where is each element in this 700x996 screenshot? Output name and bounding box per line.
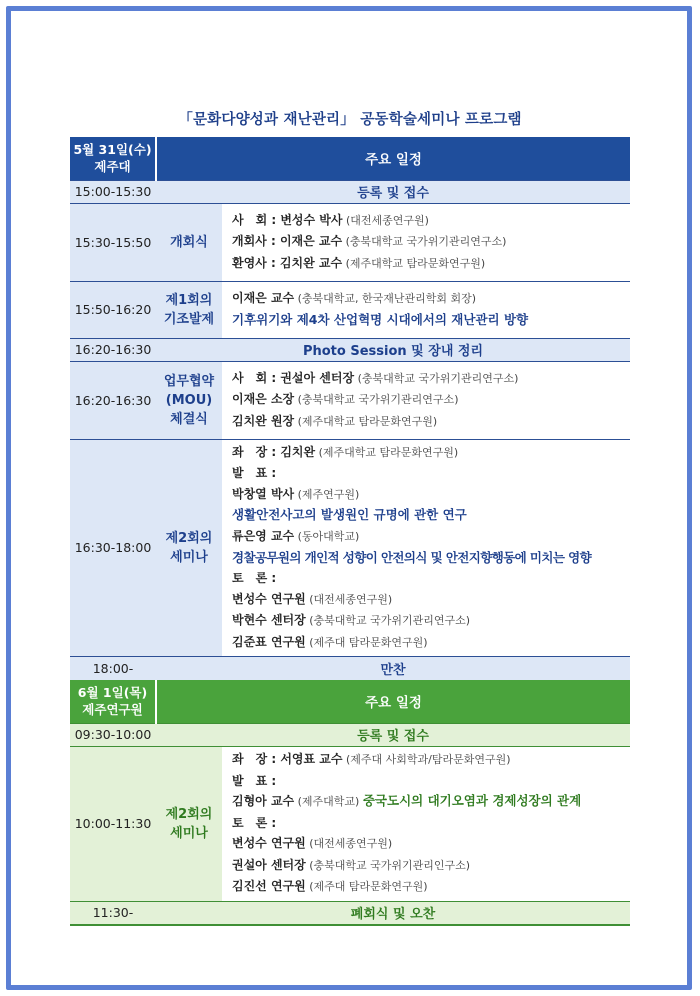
time-cell: 15:30-15:50	[70, 203, 156, 281]
day2-date-cell	[70, 680, 156, 723]
session-detail: 사 회 : 변성수 박사 (대전세종연구원) 개회사 : 이재은 교수 (충북대학교 국가위기관리연구소) 환영사 : 김치완 교수 (제주대학교 탐라문화연구원)	[222, 203, 630, 281]
table-row	[70, 901, 630, 925]
event-cell: 등록 및 접수	[156, 723, 630, 746]
event-cell: Photo Session 및 장내 정리	[156, 338, 630, 361]
time-cell: 09:30-10:00	[70, 723, 156, 746]
event-cell: 등록 및 접수	[156, 180, 630, 203]
event-cell: 만찬	[156, 656, 630, 680]
day2-date: 6월 1일(목)	[77, 685, 148, 701]
day2-header-row	[70, 680, 630, 723]
table-row	[70, 439, 630, 656]
page-title: 「문화다양성과 재난관리」 공동학술세미나 프로그램	[178, 112, 522, 128]
time-cell: 18:00-	[70, 656, 156, 680]
session-label: 제1회의 기조발제	[156, 281, 222, 338]
time-cell: 15:00-15:30	[70, 180, 156, 203]
session-detail: 이재은 교수 (충북대학교, 한국재난관리학회 회장) 기후위기와 제4차 산업혁명 시대에서의 재난관리 방향	[222, 281, 630, 338]
session-detail: 좌 장 : 김치완 (제주대학교 탐라문화연구원) 발 표 : 박창열 박사 (제주연구원) 생활안전사고의 발생원인 규명에 관한 연구 류은영 교수 (동아대학교) 경찰공무원의 개인적 성향이 안전의식 및 안전지향행동에 미치는 영향 토 론 : 변성수 연구원 (대전세종연구원) 박현수 센터장 (충북대학교 국가위기관리연구소) 김준표 연구원 (제주대 탐라문화연구원)	[222, 439, 630, 656]
table-row	[70, 281, 630, 338]
program-table	[70, 137, 630, 926]
day2-venue: 제주연구원	[82, 702, 143, 718]
presentation-topic: 경찰공무원의 개인적 성향이 안전의식 및 안전지향행동에 미치는 영향	[232, 549, 592, 565]
presentation-topic: 생활안전사고의 발생원인 규명에 관한 연구	[232, 507, 467, 523]
time-cell: 10:00-11:30	[70, 746, 156, 901]
table-row	[70, 723, 630, 746]
day1-date: 5월 31일(수)	[73, 142, 152, 158]
table-row	[70, 746, 630, 901]
time-cell: 16:20-16:30	[70, 361, 156, 439]
table-row	[70, 656, 630, 680]
time-cell: 11:30-	[70, 901, 156, 925]
table-row	[70, 203, 630, 281]
time-cell: 16:20-16:30	[70, 338, 156, 361]
day1-header-label: 주요 일정	[156, 137, 630, 180]
day1-header-row	[70, 137, 630, 180]
session-label: 업무협약 (MOU) 체결식	[156, 361, 222, 439]
session-label: 제2회의 세미나	[156, 746, 222, 901]
event-cell: 폐회식 및 오찬	[156, 901, 630, 925]
time-cell: 16:30-18:00	[70, 439, 156, 656]
keynote-topic: 기후위기와 제4차 산업혁명 시대에서의 재난관리 방향	[232, 312, 529, 327]
session-detail: 좌 장 : 서영표 교수 (제주대 사회학과/탐라문화연구원) 발 표 : 김형아 교수 (제주대학교) 중국도시의 대기오염과 경제성장의 관계 토 론 : 변성수 연구원 (대전세종연구원) 권설아 센터장 (충북대학교 국가위기관리인구소) 김진선 연구원 (제주대 탐라문화연구원)	[222, 746, 630, 901]
day1-date-cell	[70, 137, 156, 180]
table-row	[70, 180, 630, 203]
session-detail: 사 회 : 권설아 센터장 (충북대학교 국가위기관리연구소) 이재은 소장 (충북대학교 국가위기관리연구소) 김치완 원장 (제주대학교 탐라문화연구원)	[222, 361, 630, 439]
table-row	[70, 338, 630, 361]
day1-venue: 제주대	[94, 159, 131, 175]
presentation-topic: 중국도시의 대기오염과 경제성장의 관계	[362, 793, 582, 809]
day2-header-label: 주요 일정	[156, 680, 630, 723]
session-label: 개회식	[156, 203, 222, 281]
table-row	[70, 361, 630, 439]
time-cell: 15:50-16:20	[70, 281, 156, 338]
session-label: 제2회의 세미나	[156, 439, 222, 656]
